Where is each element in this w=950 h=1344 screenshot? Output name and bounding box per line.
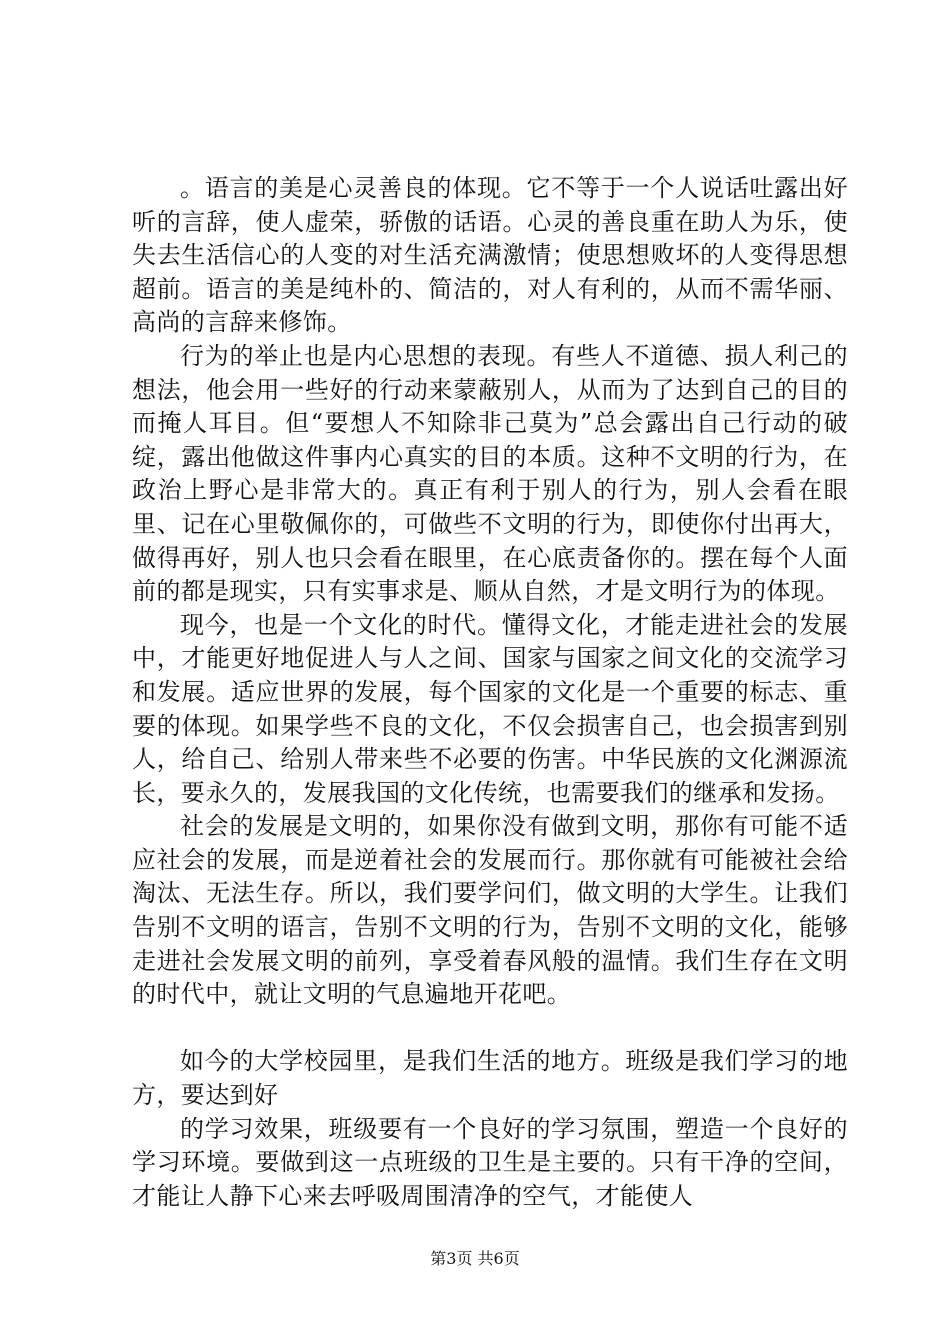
paragraph-campus: 如今的大学校园里，是我们生活的地方。班级是我们学习的地方，要达到好: [132, 1047, 848, 1110]
paragraph-society: 社会的发展是文明的，如果你没有做到文明，那你有可能不适应社会的发展，而是逆着社会的发展而行。那你就有可能被社会给淘汰、无法生存。所以，我们要学问们，做文明的大学生。让我们告别不文明的语言，告别不文明的行为，告别不文明的文化，能够走进社会发展文明的前列，享受着春风般的温情。我们生存在文明的时代中，就让文明的气息遍地开花吧。: [132, 812, 848, 1009]
paragraph-gap: [132, 1012, 848, 1046]
paragraph-culture: 现今，也是一个文化的时代。懂得文化，才能走进社会的发展中，才能更好地促进人与人之间、国家与国家之间文化的交流学习和发展。适应世界的发展，每个国家的文化是一个重要的标志、重要的体现。如果学些不良的文化，不仅会损害自己，也会损害到别人，给自己、给别人带来些不必要的伤害。中华民族的文化渊源流长，要永久的，发展我国的文化传统，也需要我们的继承和发扬。: [132, 610, 848, 807]
page-number-footer: 第3页 共6页: [430, 1249, 520, 1268]
paragraph-behavior: 行为的举止也是内心思想的表现。有些人不道德、损人利己的想法，他会用一些好的行动来蒙蔽别人，从而为了达到自己的目的而掩人耳目。但“要想人不知除非己莫为”总会露出自己行动的破绽，露出他做这件事内心真实的目的本质。这种不文明的行为，在政治上野心是非常大的。真正有利于别人的行为，别人会看在眼里、记在心里敬佩你的，可做些不文明的行为，即使你付出再大，做得再好，别人也只会看在眼里，在心底责备你的。摆在每个人面前的都是现实，只有实事求是、顺从自然，才是文明行为的体现。: [132, 341, 848, 606]
paragraph-speech-beauty: 。语言的美是心灵善良的体现。它不等于一个人说话吐露出好听的言辞，使人虚荣，骄傲的话语。心灵的善良重在助人为乐，使失去生活信心的人变的对生活充满激情；使思想败坏的人变得思想超前。语言的美是纯朴的、简洁的，对人有利的，从而不需华丽、高尚的言辞来修饰。: [132, 174, 848, 337]
document-body: [132, 172, 848, 1213]
paragraph-class-environment: 的学习效果，班级要有一个良好的学习氛围，塑造一个良好的学习环境。要做到这一点班级的卫生是主要的。只有干净的空间，才能让人静下心来去呼吸周围清净的空气，才能使人: [132, 1114, 848, 1210]
